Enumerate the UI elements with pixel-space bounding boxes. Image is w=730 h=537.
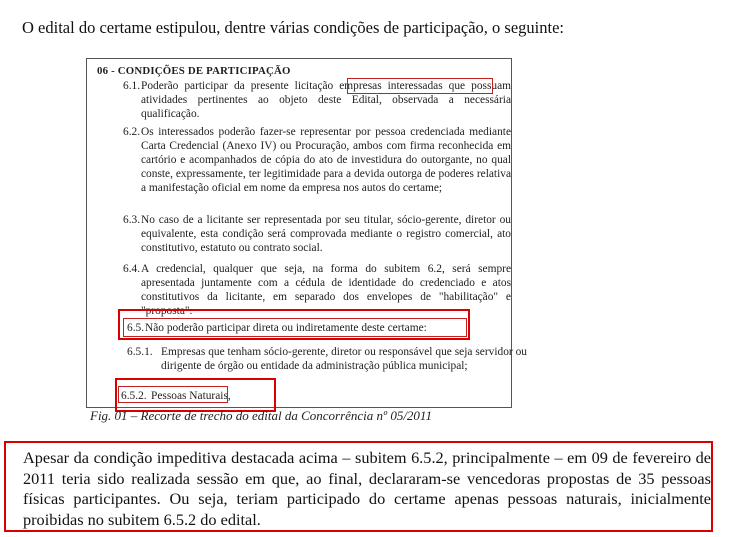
- item-text: A credencial, qualquer que seja, na forma do subitem 6.2, será sempre apresentada juntamente com a cédula de identidade do credenciado e atos constitutivos da licitante, em separado dos envelopes de "habilitação" e "proposta".: [141, 263, 511, 318]
- section-title: 06 - CONDIÇÕES DE PARTICIPAÇÃO: [97, 65, 291, 77]
- edital-excerpt-figure: [86, 58, 527, 408]
- item-number: 6.3.: [123, 214, 141, 226]
- list-item: [123, 125, 511, 195]
- item-text: No caso de a licitante ser representada por seu titular, sócio-gerente, diretor ou equivalente, esta condição será comprovada mediante o registro comercial, ato constitutivo, estatuto ou contrato social.: [141, 214, 511, 255]
- item-text: Poderão participar da presente licitação empresas interessadas que possuam atividades pertinentes ao objeto deste Edital, observada a necessária qualificação.: [141, 80, 511, 121]
- item-text: Não poderão participar direta ou indiretamente deste certame:: [145, 322, 427, 334]
- item-number: 6.1.: [123, 80, 141, 92]
- item-number: 6.5.1.: [127, 346, 153, 358]
- list-item: [127, 345, 527, 373]
- item-number: 6.5.2.: [121, 390, 147, 402]
- conclusion-text: Apesar da condição impeditiva destacada acima – subitem 6.5.2, principalmente – em 09 de fevereiro de 2011 teria sido realizada sessão em que, ao final, declararam-se vencedoras propostas de 35 pessoas físicas participantes. Ou seja, teriam participado do certame apenas pessoas naturais, inicialmente proibidas no subitem 6.5.2 do edital.: [23, 448, 711, 529]
- item-text: Pessoas Naturais,: [151, 390, 231, 402]
- figure-caption: Fig. 01 – Recorte de trecho do edital da Concorrência nº 05/2011: [90, 408, 432, 423]
- item-number: 6.5.: [127, 322, 145, 334]
- intro-text: O edital do certame estipulou, dentre várias condições de participação, o seguinte:: [22, 18, 565, 37]
- highlight-box-6-5: [118, 309, 470, 340]
- highlight-empresas-interessadas: [347, 78, 493, 94]
- conclusion-box: [4, 441, 713, 532]
- item-number: 6.2.: [123, 126, 141, 138]
- list-item: [123, 213, 511, 255]
- highlight-box-6-5-2: [115, 378, 276, 412]
- item-number: 6.4.: [123, 263, 141, 275]
- item-text: Os interessados poderão fazer-se representar por pessoa credenciada mediante Carta Credencial (Anexo IV) ou Procuração, ambos com firma reconhecida em cartório e acompanhados de cópia do ato de investidura do outorgante, no qual conste, expressamente, ter legitimidade para a devida outorga de poderes relativa a manifestação oficial em nome da empresa nos autos do certame;: [141, 126, 511, 195]
- item-text: Empresas que tenham sócio-gerente, diretor ou responsável que seja servidor ou dirigente de órgão ou entidade da administração pública municipal;: [161, 346, 527, 373]
